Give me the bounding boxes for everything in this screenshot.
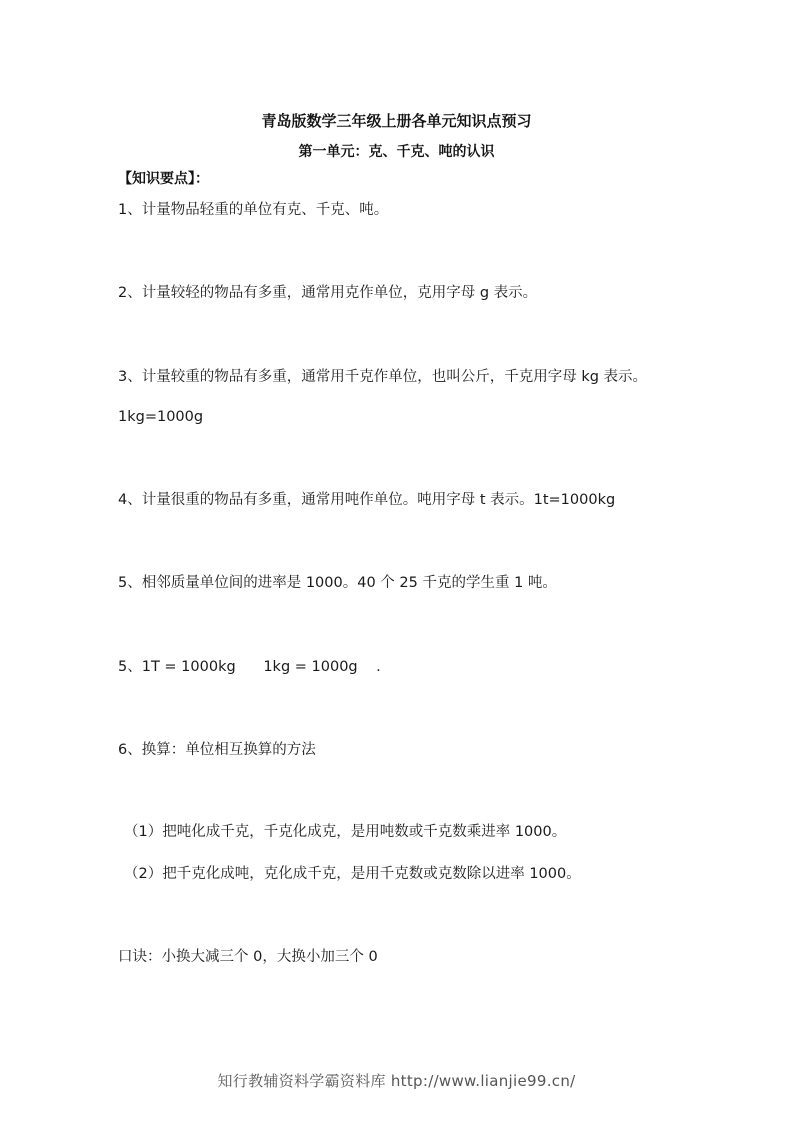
document-title: 青岛版数学三年级上册各单元知识点预习 — [261, 112, 532, 130]
section-label: 【知识要点】： — [118, 171, 209, 187]
point-6-sub-1: （1）把吨化成千克，千克化成克，是用吨数或千克数乘进率 1000。 — [124, 824, 567, 840]
unit-subtitle: 第一单元：克、千克、吨的认识 — [298, 144, 495, 160]
point-1: 1、计量物品轻重的单位有克、千克、吨。 — [118, 202, 389, 218]
point-3-formula: 1kg=1000g — [118, 409, 204, 425]
point-5: 5、相邻质量单位间的进率是 1000。40 个 25 千克的学生重 1 吨。 — [118, 575, 557, 591]
point-6: 6、换算：单位相互换算的方法 — [118, 742, 316, 758]
footer-watermark: 知行教辅资料学霸资料库 http://www.lianjie99.cn/ — [217, 1072, 576, 1090]
point-3: 3、计量较重的物品有多重，通常用千克作单位，也叫公斤，千克用字母 kg 表示。 — [118, 369, 648, 385]
point-2: 2、计量较轻的物品有多重，通常用克作单位，克用字母 g 表示。 — [118, 285, 538, 301]
point-5-formula: 5、1T = 1000kg 1kg = 1000g . — [118, 659, 381, 675]
point-6-sub-2: （2）把千克化成吨，克化成千克，是用千克数或克数除以进率 1000。 — [124, 866, 581, 882]
mnemonic: 口诀：小换大减三个 0，大换小加三个 0 — [118, 949, 378, 965]
point-4: 4、计量很重的物品有多重，通常用吨作单位。吨用字母 t 表示。1t=1000kg — [118, 492, 616, 508]
